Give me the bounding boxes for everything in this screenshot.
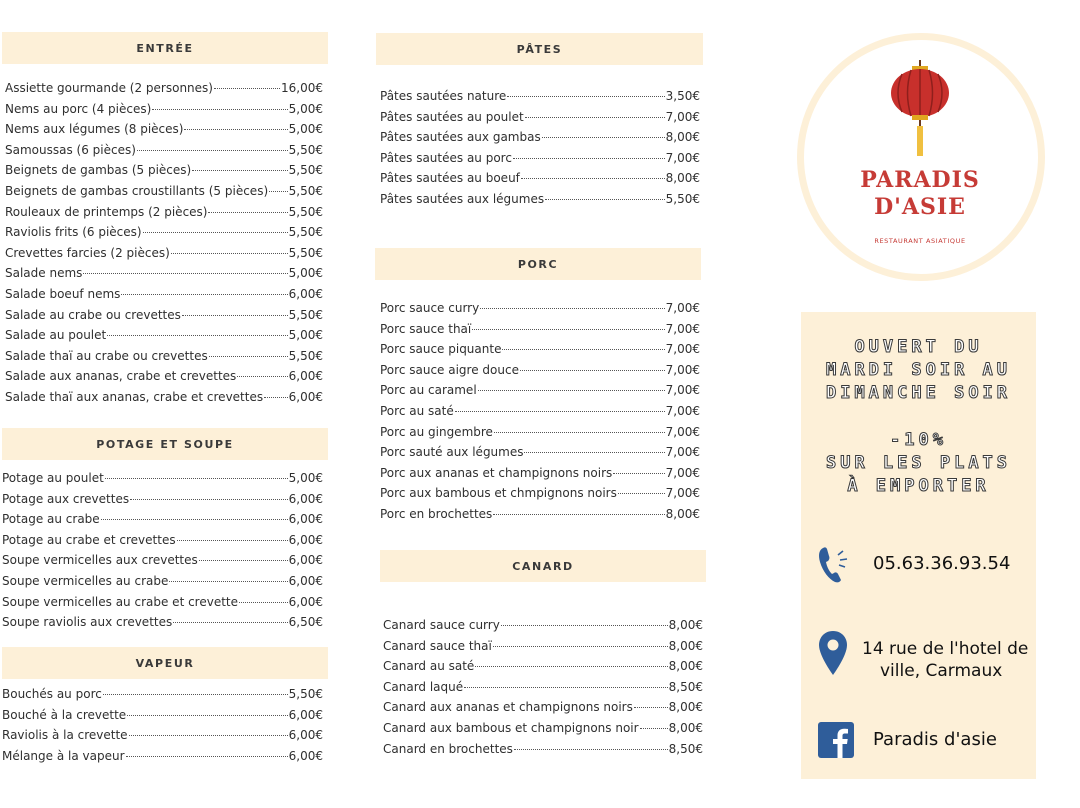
dot-leader	[169, 581, 287, 582]
menu-item-name: Samoussas (6 pièces)	[5, 142, 136, 157]
menu-item-name: Porc sauté aux légumes	[380, 445, 524, 460]
menu-item-price: 8,50€	[668, 679, 703, 694]
section-title-porc: PORC	[375, 248, 701, 280]
dot-leader	[173, 622, 287, 623]
brand-subtitle: RESTAURANT ASIATIQUE	[874, 237, 966, 245]
menu-item	[383, 636, 703, 657]
menu-item	[5, 366, 323, 387]
menu-item-name: Rouleaux de printemps (2 pièces)	[5, 204, 208, 219]
menu-item-name: Salade au poulet	[5, 328, 107, 343]
dot-leader	[130, 499, 288, 500]
menu-item	[5, 140, 323, 161]
menu-item-name: Bouchés au porc	[2, 687, 102, 701]
menu-item-name: Beignets de gambas (5 pièces)	[5, 163, 192, 178]
menu-item	[5, 160, 323, 181]
menu-item-price: 5,50€	[288, 204, 323, 219]
hours-line-2: MARDI SOIR AU	[825, 360, 1012, 380]
section-entree	[2, 32, 328, 404]
map-pin-icon	[818, 630, 848, 676]
dot-leader	[455, 411, 665, 412]
menu-item-price: 7,00€	[665, 445, 700, 460]
hours-line-3: DIMANCHE SOIR	[825, 383, 1012, 403]
menu-item-price: 7,00€	[665, 403, 700, 418]
menu-item	[5, 222, 323, 243]
menu-item-name: Porc au gingembre	[380, 424, 493, 439]
menu-item	[2, 592, 323, 613]
dot-leader	[613, 473, 664, 474]
menu-item-name: Pâtes sautées aux légumes	[380, 191, 545, 206]
section-potage	[2, 428, 328, 630]
menu-item-name: Canard au saté	[383, 659, 475, 674]
dot-leader	[494, 432, 665, 433]
facebook-page-name[interactable]: Paradis d'asie	[873, 729, 997, 750]
menu-item	[380, 298, 700, 319]
menu-item	[380, 360, 700, 381]
menu-item-name: Potage au crabe et crevettes	[2, 532, 176, 547]
promo-line-2: SUR LES PLATS	[825, 453, 1012, 473]
menu-item-price: 6,00€	[288, 491, 323, 506]
menu-item-name: Salade boeuf nems	[5, 286, 121, 301]
section-pates	[376, 33, 703, 206]
menu-item-name: Porc au saté	[380, 403, 454, 418]
menu-item-price: 5,50€	[288, 142, 323, 157]
menu-item-name: Porc aux ananas et champignons noirs	[380, 465, 613, 480]
menu-item-price: 6,00€	[288, 594, 323, 609]
dot-leader	[143, 232, 288, 233]
menu-item-price: 6,00€	[288, 389, 323, 404]
menu-item	[2, 684, 323, 705]
dot-leader	[101, 519, 288, 520]
menu-item	[5, 387, 323, 408]
menu-item	[380, 339, 700, 360]
menu-item-name: Pâtes sautées au porc	[380, 150, 512, 165]
menu-item-price: 8,00€	[668, 618, 703, 632]
menu-item-price: 5,00€	[288, 266, 323, 281]
menu-item	[2, 705, 323, 726]
dot-leader	[634, 707, 668, 708]
dot-leader	[152, 109, 287, 110]
menu-item-price: 7,00€	[665, 424, 700, 439]
menu-item	[380, 504, 700, 525]
item-list-entree	[2, 78, 328, 408]
dot-leader	[501, 625, 668, 626]
menu-item	[380, 107, 700, 128]
menu-item-name: Salade thaï au crabe ou crevettes	[5, 348, 208, 363]
dot-leader	[83, 273, 287, 274]
promo-line-3: À EMPORTER	[847, 476, 990, 496]
menu-item	[2, 550, 323, 571]
menu-item	[380, 168, 700, 189]
menu-item-name: Salade aux ananas, crabe et crevettes	[5, 369, 237, 384]
menu-item-price: 5,00€	[288, 471, 323, 485]
dot-leader	[618, 493, 665, 494]
phone-number[interactable]: 05.63.36.93.54	[873, 553, 1011, 574]
menu-item-name: Pâtes sautées aux gambas	[380, 130, 541, 145]
menu-item	[383, 739, 703, 760]
menu-item	[380, 442, 700, 463]
menu-item-name: Potage au crabe	[2, 512, 100, 527]
menu-item-name: Pâtes sautées nature	[380, 89, 507, 103]
menu-item	[5, 284, 323, 305]
menu-item-price: 5,50€	[288, 348, 323, 363]
dot-leader	[209, 356, 288, 357]
dot-leader	[103, 694, 288, 695]
menu-item-name: Crevettes farcies (2 pièces)	[5, 245, 170, 260]
menu-item-price: 8,00€	[668, 659, 703, 674]
menu-item-name: Soupe vermicelles au crabe et crevette	[2, 594, 239, 609]
dot-leader	[493, 514, 664, 515]
menu-item	[2, 571, 323, 592]
dot-leader	[521, 178, 665, 179]
section-title-vapeur: VAPEUR	[2, 647, 328, 679]
dot-leader	[137, 150, 288, 151]
dot-leader	[127, 715, 287, 716]
menu-item-name: Porc sauce aigre douce	[380, 362, 519, 377]
menu-item-price: 7,00€	[665, 150, 700, 165]
menu-item-name: Soupe raviolis aux crevettes	[2, 615, 173, 630]
menu-item-price: 5,50€	[288, 163, 323, 178]
dot-leader	[502, 349, 664, 350]
menu-item-price: 7,00€	[665, 301, 700, 315]
menu-item-price: 8,00€	[668, 720, 703, 735]
menu-item-price: 6,00€	[288, 532, 323, 547]
dot-leader	[525, 117, 665, 118]
menu-item-price: 7,00€	[665, 362, 700, 377]
dot-leader	[129, 735, 288, 736]
lantern-icon	[888, 60, 952, 160]
menu-item-name: Canard aux ananas et champignons noirs	[383, 700, 633, 715]
menu-item	[5, 78, 323, 99]
menu-item-price: 8,00€	[665, 130, 700, 145]
menu-item-price: 7,00€	[665, 486, 700, 501]
menu-item-price: 16,00€	[281, 81, 323, 95]
menu-item-name: Porc aux bambous et chmpignons noirs	[380, 486, 617, 501]
menu-item-price: 6,00€	[288, 512, 323, 527]
menu-item	[380, 463, 700, 484]
menu-item-price: 5,00€	[288, 122, 323, 137]
menu-item-name: Raviolis frits (6 pièces)	[5, 225, 142, 240]
menu-item	[5, 305, 323, 326]
menu-item	[380, 319, 700, 340]
menu-item-price: 7,00€	[665, 342, 700, 357]
menu-item	[380, 380, 700, 401]
dot-leader	[545, 199, 665, 200]
menu-item-price: 6,50€	[288, 615, 323, 630]
dot-leader	[520, 370, 665, 371]
menu-item	[383, 718, 703, 739]
menu-item	[5, 243, 323, 264]
dot-leader	[107, 335, 287, 336]
section-title-canard: CANARD	[380, 550, 706, 582]
section-vapeur	[2, 647, 328, 763]
menu-item	[380, 189, 700, 210]
dot-leader	[493, 646, 668, 647]
menu-item	[2, 489, 323, 510]
brand-name-line2: D'ASIE	[874, 194, 966, 220]
dot-leader	[264, 397, 288, 398]
menu-item	[383, 656, 703, 677]
section-title-pates: PÂTES	[376, 33, 703, 65]
dot-leader	[208, 212, 287, 213]
menu-item-name: Pâtes sautées au boeuf	[380, 171, 520, 186]
menu-item-name: Raviolis à la crevette	[2, 728, 128, 743]
menu-item-price: 6,00€	[288, 707, 323, 722]
menu-item	[5, 346, 323, 367]
menu-item	[2, 746, 323, 767]
dot-leader	[105, 478, 288, 479]
dot-leader	[480, 308, 664, 309]
menu-item-price: 3,50€	[665, 89, 700, 103]
item-list-potage	[2, 468, 328, 633]
menu-item	[383, 677, 703, 698]
dot-leader	[542, 137, 665, 138]
menu-item-price: 5,00€	[288, 328, 323, 343]
menu-item-name: Pâtes sautées au poulet	[380, 109, 524, 124]
dot-leader	[269, 191, 288, 192]
dot-leader	[478, 390, 665, 391]
menu-item-name: Canard sauce curry	[383, 618, 500, 632]
section-canard	[380, 550, 706, 756]
menu-item-price: 8,50€	[668, 741, 703, 756]
dot-leader	[192, 170, 287, 171]
dot-leader	[475, 666, 667, 667]
menu-item-name: Potage aux crevettes	[2, 491, 130, 506]
menu-item-price: 7,00€	[665, 465, 700, 480]
menu-item-name: Nems aux légumes (8 pièces)	[5, 122, 184, 137]
menu-item-name: Porc en brochettes	[380, 506, 493, 521]
menu-item	[2, 612, 323, 633]
dot-leader	[513, 158, 665, 159]
menu-item-name: Porc sauce thaï	[380, 321, 472, 336]
menu-item	[380, 401, 700, 422]
menu-item-price: 6,00€	[288, 369, 323, 384]
menu-item	[383, 697, 703, 718]
menu-item	[5, 181, 323, 202]
menu-item-price: 8,00€	[668, 638, 703, 653]
facebook-icon[interactable]	[818, 722, 854, 758]
menu-item-name: Bouché à la crevette	[2, 707, 127, 722]
section-porc	[375, 248, 701, 521]
dot-leader	[464, 687, 668, 688]
menu-item-price: 8,00€	[665, 171, 700, 186]
dot-leader	[524, 452, 664, 453]
menu-item-name: Mélange à la vapeur	[2, 748, 125, 763]
menu-item-price: 5,00€	[288, 101, 323, 116]
menu-item-name: Soupe vermicelles aux crevettes	[2, 553, 198, 568]
menu-item-name: Salade thaï aux ananas, crabe et crevettes	[5, 389, 264, 404]
menu-item	[380, 483, 700, 504]
section-title-potage: POTAGE ET SOUPE	[2, 428, 328, 460]
menu-item-price: 7,00€	[665, 383, 700, 398]
menu-item-name: Salade nems	[5, 266, 83, 281]
menu-item	[5, 325, 323, 346]
menu-item-name: Canard en brochettes	[383, 741, 513, 756]
item-list-vapeur	[2, 684, 328, 766]
menu-item-name: Canard laqué	[383, 679, 464, 694]
menu-item	[380, 422, 700, 443]
menu-item	[2, 725, 323, 746]
dot-leader	[507, 96, 664, 97]
item-list-pates	[376, 86, 703, 210]
promo-line-1: -10%	[890, 430, 947, 450]
menu-item-name: Potage au poulet	[2, 471, 104, 485]
menu-item-price: 7,00€	[665, 321, 700, 336]
item-list-canard	[380, 615, 706, 759]
menu-item	[380, 86, 700, 107]
menu-item-name: Porc au caramel	[380, 383, 477, 398]
menu-item	[380, 127, 700, 148]
dot-leader	[177, 540, 288, 541]
menu-item	[5, 119, 323, 140]
menu-item	[380, 148, 700, 169]
menu-item-name: Nems au porc (4 pièces)	[5, 101, 152, 116]
menu-item-price: 5,50€	[288, 307, 323, 322]
dot-leader	[239, 602, 288, 603]
menu-item	[5, 99, 323, 120]
menu-item-price: 8,00€	[665, 506, 700, 521]
menu-item-name: Canard aux bambous et champignons noir	[383, 720, 639, 735]
menu-item-name: Porc sauce piquante	[380, 342, 502, 357]
menu-item-price: 5,50€	[288, 687, 323, 701]
menu-item-name: Soupe vermicelles au crabe	[2, 573, 169, 588]
dot-leader	[126, 756, 288, 757]
menu-item-price: 8,00€	[668, 700, 703, 715]
section-title-entree: ENTRÉE	[2, 32, 328, 64]
address-line-2: ville, Carmaux	[880, 661, 1003, 681]
dot-leader	[214, 88, 280, 89]
menu-item-name: Assiette gourmande (2 personnes)	[5, 81, 213, 95]
menu-item-price: 6,00€	[288, 553, 323, 568]
brand-name-line1: PARADIS	[860, 167, 980, 193]
menu-item-price: 6,00€	[288, 286, 323, 301]
menu-item-name: Porc sauce curry	[380, 301, 480, 315]
menu-item	[2, 530, 323, 551]
menu-item	[2, 468, 323, 489]
menu-item	[383, 615, 703, 636]
menu-item	[5, 202, 323, 223]
dot-leader	[472, 329, 664, 330]
dot-leader	[640, 728, 668, 729]
address-line-1: 14 rue de l'hotel de	[862, 639, 1029, 659]
menu-item-price: 6,00€	[288, 748, 323, 763]
menu-item-price: 5,50€	[288, 183, 323, 198]
menu-item-name: Beignets de gambas croustillants (5 pièces)	[5, 183, 269, 198]
menu-item	[5, 263, 323, 284]
menu-item-price: 5,50€	[288, 225, 323, 240]
menu-item-price: 5,50€	[665, 191, 700, 206]
item-list-porc	[375, 298, 701, 525]
dot-leader	[182, 315, 288, 316]
phone-icon	[816, 545, 852, 585]
dot-leader	[237, 376, 287, 377]
dot-leader	[199, 560, 288, 561]
menu-item-price: 7,00€	[665, 109, 700, 124]
menu-item-price: 6,00€	[288, 728, 323, 743]
hours-line-1: OUVERT DU	[854, 337, 983, 357]
menu-item-price: 5,50€	[288, 245, 323, 260]
dot-leader	[171, 253, 288, 254]
menu-item-name: Salade au crabe ou crevettes	[5, 307, 181, 322]
menu-item-price: 6,00€	[288, 573, 323, 588]
dot-leader	[121, 294, 287, 295]
dot-leader	[514, 749, 668, 750]
menu-item-name: Canard sauce thaï	[383, 638, 492, 653]
dot-leader	[184, 129, 287, 130]
menu-item	[2, 509, 323, 530]
